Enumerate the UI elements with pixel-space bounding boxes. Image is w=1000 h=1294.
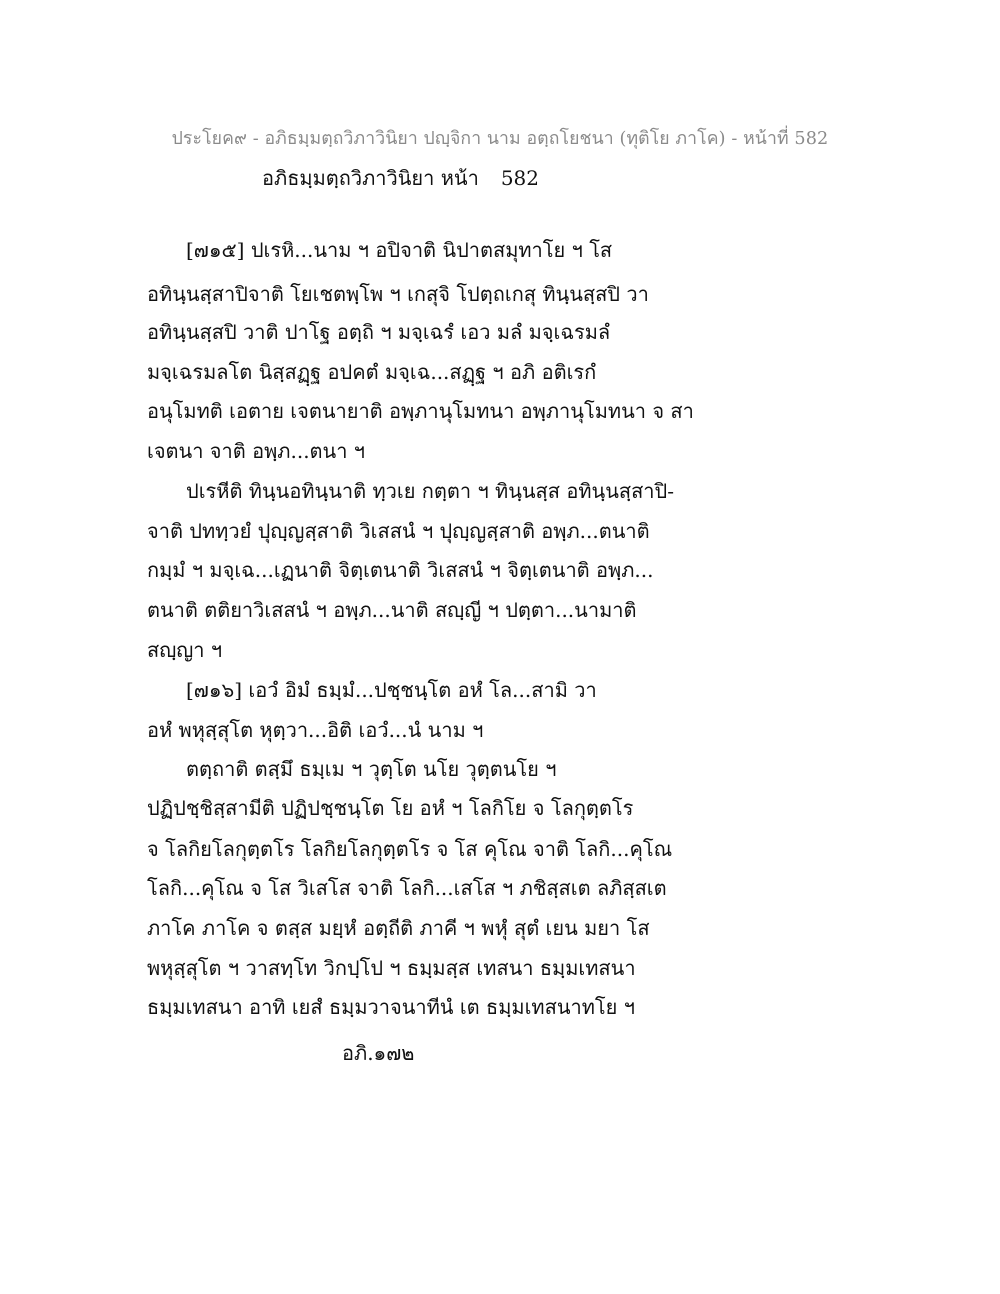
text-line: จ โลกิยโลกุตฺตโร โลกิยโลกุตฺตโร จ โส คุโณ จาติ โลกิ...คุโณ	[147, 837, 673, 861]
text-line: ปฏิปชฺชิสฺสามีติ ปฏิปชฺชนฺโต โย อหํ ฯ โลกิโย จ โลกุตฺตโร	[147, 796, 634, 820]
text-line: โลกิ...คุโณ จ โส วิเสโส จาติ โลกิ...เสโส ฯ ภชิสฺสเต ลภิสฺสเต	[147, 876, 667, 900]
text-line: ตนาติ ตติยาวิเสสนํ ฯ อพฺภ...นาติ สญฺญี ฯ ปตฺตา...นามาติ	[147, 598, 637, 622]
page-title-text: อภิธมฺมตฺถวิภาวินิยา หน้า	[262, 166, 479, 190]
text-line: ปเรหีติ ทินฺนอทินฺนาติ ทฺวเย กตฺตา ฯ ทินฺนสฺส อทินฺนสฺสาปิ-	[186, 479, 674, 503]
text-line: สญฺญา ฯ	[147, 638, 223, 662]
text-line: ภาโค ภาโค จ ตสฺส มยฺหํ อตฺถีติ ภาคี ฯ พหุํ สุตํ เยน มยา โส	[147, 916, 650, 940]
page-title	[262, 162, 539, 194]
text-line: จาติ ปททฺวยํ ปุญฺญสฺสาติ วิเสสนํ ฯ ปุญฺญสฺสาติ อพฺภ...ตนาติ	[147, 519, 650, 543]
text-line: [๗๑๖] เอวํ อิมํ ธมฺมํ...ปชฺชนฺโต อหํ โล...สามิ วา	[186, 678, 597, 702]
running-header: ประโยค๙ - อภิธมฺมตฺถวิภาวินิยา ปญฺจิกา นาม อตฺถโยชนา (ทุติโย ภาโค) - หน้าที่ 582	[171, 128, 829, 149]
page-footer: อภิ.๑๗๒	[342, 1041, 415, 1065]
text-line: [๗๑๕] ปเรหิ...นาม ฯ อปิจาติ นิปาตสมุทาโย ฯ โส	[186, 238, 613, 262]
text-line: กมฺมํ ฯ มจฺเฉ...เฏนาติ จิตฺเตนาติ วิเสสนํ ฯ จิตฺเตนาติ อพฺภ...	[147, 558, 654, 582]
text-line: พหุสฺสุโต ฯ วาสทฺโท วิกปฺโป ฯ ธมฺมสฺส เทสนา ธมฺมเทสนา	[147, 956, 636, 980]
text-line: อหํ พหุสฺสุโต หุตฺวา...อิติ เอวํ...นํ นาม ฯ	[147, 718, 484, 742]
text-line: อทินฺนสฺสปิ วาติ ปาโฐ อตฺถิ ฯ มจฺเฉรํ เอว มลํ มจฺเฉรมลํ	[147, 320, 611, 344]
text-line: อทินฺนสฺสาปิจาติ โยเชตพฺโพ ฯ เกสุจิ โปตฺถเกสุ ทินฺนสฺสปิ วา	[147, 282, 649, 306]
text-line: เจตนา จาติ อพฺภ...ตนา ฯ	[147, 439, 366, 463]
text-line: ตตฺถาติ ตสฺมึ ธมฺเม ฯ วุตฺโต นโย วุตฺตนโย ฯ	[186, 757, 557, 781]
text-line: อนุโมทติ เอตาย เจตนายาติ อพฺภานุโมทนา อพฺภานุโมทนา จ สา	[147, 399, 694, 423]
text-line: ธมฺมเทสนา อาทิ เยสํ ธมฺมวาจนาทีนํ เต ธมฺมเทสนาทโย ฯ	[147, 995, 635, 1019]
page-title-number: 582	[500, 166, 539, 190]
text-line: มจฺเฉรมลโต นิสฺสฏฺฐ อปคตํ มจฺเฉ...สฏฺฐ ฯ อภิ อติเรกํ	[147, 360, 597, 384]
